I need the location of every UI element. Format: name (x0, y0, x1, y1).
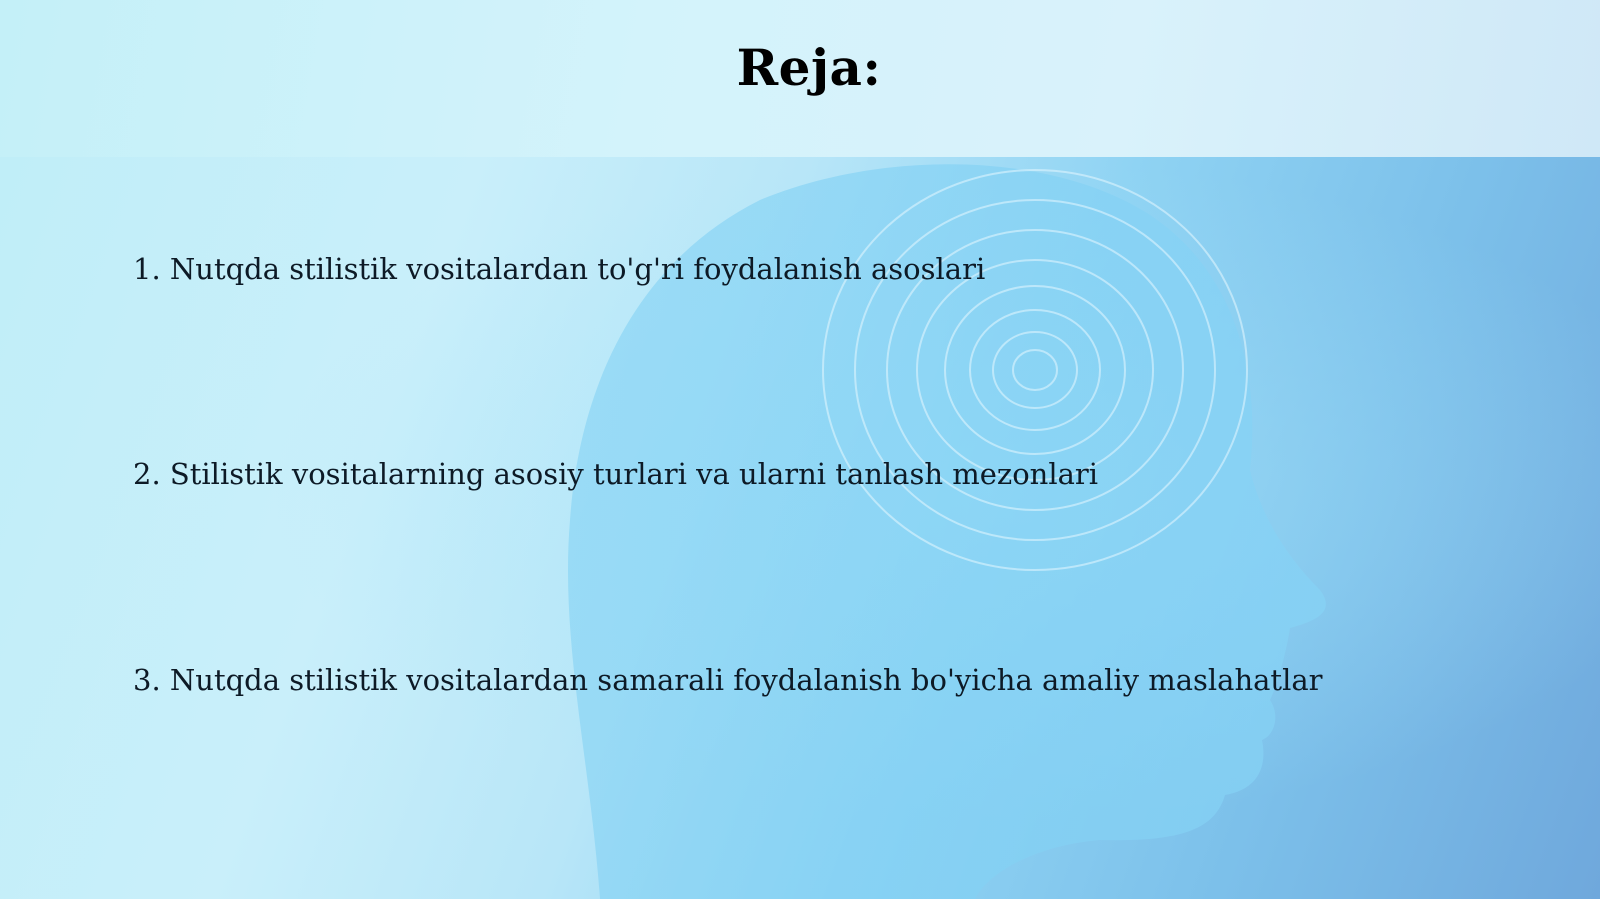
plan-item-1: 1. Nutqda stilistik vositalardan to'g'ri foydalanish asoslari (133, 252, 986, 286)
slide-title: Reja: (736, 38, 882, 97)
plan-item-3: 3. Nutqda stilistik vositalardan samarali foydalanish bo'yicha amaliy maslahatlar (133, 663, 1323, 697)
plan-item-2: 2. Stilistik vositalarning asosiy turlari va ularni tanlash mezonlari (133, 457, 1099, 491)
